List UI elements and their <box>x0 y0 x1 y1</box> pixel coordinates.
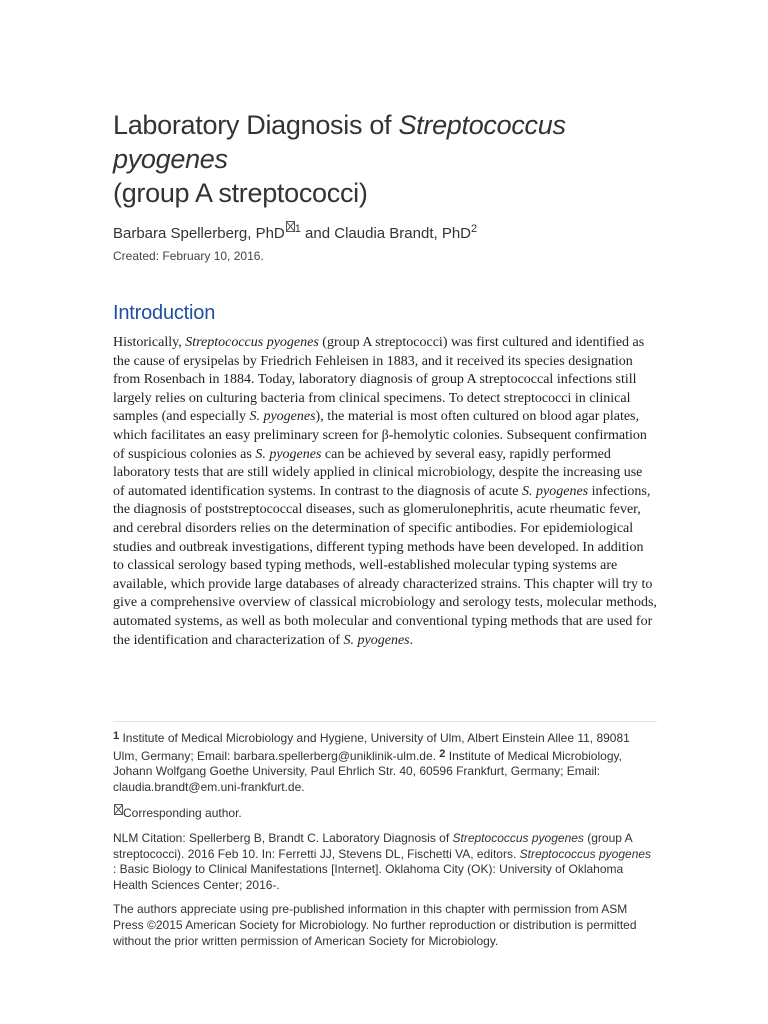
affiliations <box>113 729 657 795</box>
intro-text: can be achieved by several easy, rapidly performed laboratory tests that are still widely applied in clinical microbiology, despite the increasing use of automated identification systems. In contrast to the diagnosis of acute <box>113 446 643 499</box>
species-name: S. pyogenes <box>343 632 410 648</box>
author-1: Barbara Spellerberg, PhD <box>113 225 285 242</box>
author-2-affiliation: 2 <box>471 223 478 235</box>
created-date: Created: February 10, 2016. <box>113 249 264 263</box>
nlm-citation <box>113 831 657 893</box>
citation-italic: Streptococcus pyogenes <box>452 830 584 845</box>
article-body <box>113 108 657 664</box>
corresponding-text: Corresponding author. <box>123 806 242 821</box>
corresponding-author-icon <box>114 804 123 815</box>
title-plain: Laboratory Diagnosis of <box>113 110 399 140</box>
citation-text: NLM Citation: Spellerberg B, Brandt C. Laboratory Diagnosis of <box>113 830 453 845</box>
corresponding-note <box>113 804 657 822</box>
affiliation-1-number: 1 <box>113 730 120 742</box>
species-name: S. pyogenes <box>522 483 589 499</box>
intro-text: infections, the diagnosis of poststreptococcal diseases, such as glomerulonephritis, acute rheumatic fever, and cerebral disorders relies on the determination of specific antibodies. For epidemiological studies and outbreak investigations, different typing methods have been developed. In addition to classical serology based typing methods, well-established molecular typing systems are available, which provide large databases of already characterized strains. This chapter will try to give a comprehensive overview of classical microbiology and serology tests, molecular methods, automated systems, as well as both molecular and conventional typing methods that are used for the identification and characterization of <box>113 483 657 648</box>
corresponding-author-icon <box>286 221 295 232</box>
citation-text: : Basic Biology to Clinical Manifestations [Internet]. Oklahoma City (OK): University of Oklahoma Health Sciences Center; 2016-. <box>113 862 624 892</box>
affiliation-2-text: Institute of Medical Microbiology, Johann Wolfgang Goethe University, Paul Ehrlich Str. 40, 60596 Frankfurt, Germany; Email: claudia.brandt@em.uni-frankfurt.de. <box>113 748 622 794</box>
citation-italic: Streptococcus pyogenes <box>519 846 652 861</box>
section-heading-introduction: Introduction <box>113 302 216 324</box>
affiliation-1-text: Institute of Medical Microbiology and Hygiene, University of Ulm, Albert Einstein Allee 11, 89081 Ulm, Germany; Email: barbara.spellerberg@uniklinik-ulm.de. <box>113 731 630 763</box>
author-1-affiliation: 1 <box>294 223 301 235</box>
author-2: and Claudia Brandt, PhD <box>300 225 471 242</box>
species-name: S. pyogenes <box>249 409 316 425</box>
footnote-divider <box>113 721 657 722</box>
intro-text: ), the material is most often cultured on blood agar plates, which facilitates an easy preliminary screen for β-hemolytic colonies. Subsequent confirmation of suspicious colonies as <box>113 409 647 462</box>
author-line <box>113 219 657 244</box>
intro-text: Historically, <box>113 335 186 350</box>
species-name: S. pyogenes <box>255 446 322 462</box>
title-italic: Streptococcus pyogenes <box>113 110 566 174</box>
intro-text: . <box>409 632 414 648</box>
footnotes <box>113 721 657 958</box>
permission-notice: The authors appreciate using pre-published information in this chapter with permission from ASM Press ©2015 American Society for Microbiology. No further reproduction or distribution is permitted without the prior written permission of American Society for Microbiology. <box>113 902 637 948</box>
species-name: Streptococcus pyogenes <box>185 335 319 350</box>
affiliation-2-number: 2 <box>439 747 446 760</box>
citation-text: (group A streptococci). 2016 Feb 10. In: Ferretti JJ, Stevens DL, Fischetti VA, editors. <box>113 830 632 861</box>
article-title <box>113 108 657 210</box>
title-suffix: (group A streptococci) <box>113 178 368 208</box>
intro-text: (group A streptococci) was first cultured and identified as the cause of erysipelas by Friedrich Fehleisen in 1883, and it received its species designation from Rosenbach in 1884. Today, laboratory diagnosis of group A streptococcal infections still largely relies on culturing bacteria from clinical specimens. To detect streptococci in clinical samples (and especially <box>113 335 645 425</box>
introduction-paragraph <box>113 334 657 650</box>
